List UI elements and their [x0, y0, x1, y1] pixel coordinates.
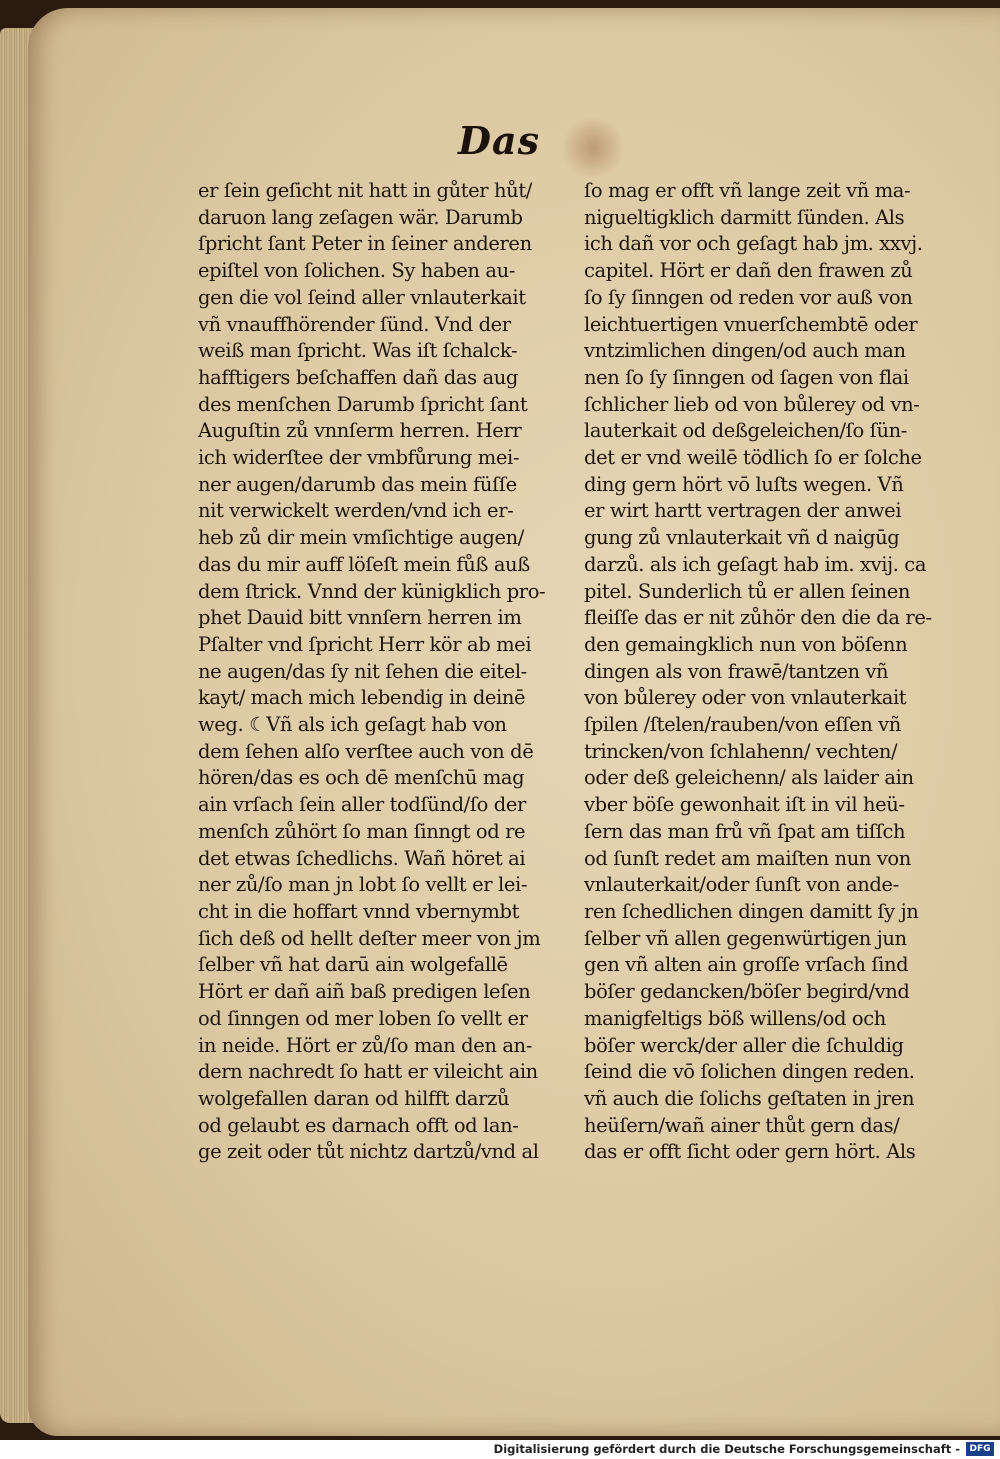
text-line: vñ auch die ſolichs geſtaten in jren — [584, 1086, 915, 1110]
text-line: epiſtel von ſolichen. Sy haben au- — [198, 259, 515, 283]
text-line: ſpilen /ſtelen/rauben/von eſſen vñ — [584, 713, 901, 737]
text-line: den gemaingklich nun von böſenn — [584, 632, 908, 656]
text-line: daruon lang zeſagen wär. Darumb — [198, 205, 523, 229]
text-line: das du mir auff löſeſt mein fůß auß — [198, 552, 530, 576]
text-line: ner zů/ſo man jn lobt ſo vellt er lei- — [198, 873, 528, 897]
text-line: dern nachredt ſo hatt er vileicht ain — [198, 1060, 538, 1084]
text-line: ſo ſy ſinngen od reden vor auß von — [584, 285, 913, 309]
funding-credit: Digitalisierung gefördert durch die Deutsche Forschungsgemeinschaft - — [493, 1442, 960, 1456]
text-line: kayt/ mach mich lebendig in deinē — [198, 686, 526, 710]
text-line: ne augen/das ſy nit ſehen die eitel- — [198, 659, 527, 683]
text-line: weiß man ſpricht. Was iſt ſchalck- — [198, 339, 518, 363]
text-line: ren ſchedlichen dingen damitt ſy jn — [584, 899, 919, 923]
text-line: gung zů vnlauterkait vñ d naigūg — [584, 526, 900, 550]
text-line: det etwas ſchedlichs. Wañ höret ai — [198, 846, 526, 870]
text-line: nen ſo ſy ſinngen od ſagen von flai — [584, 365, 909, 389]
running-headword: Das — [458, 118, 540, 163]
text-line: Auguſtin zů vnnſerm herren. Herr — [198, 419, 522, 443]
text-line: oder deß geleichenn/ als laider ain — [584, 766, 914, 790]
text-line: ich dañ vor och geſagt hab jm. xxvj. — [584, 232, 923, 256]
text-line: darzů. als ich geſagt hab im. xvij. ca — [584, 552, 927, 576]
text-line: nigueltigklich darmitt ſünden. Als — [584, 205, 905, 229]
right-text-column — [584, 178, 964, 1166]
text-line: leichtuertigen vnuerſchembtē oder — [584, 312, 918, 336]
text-line: er ſein geſicht nit hatt in gůter hůt/ — [198, 179, 532, 202]
text-line: trincken/von ſchlahenn/ vechten/ — [584, 739, 898, 763]
text-line: ain vrſach ſein aller todſünd/ſo der — [198, 793, 526, 817]
text-line: ſich deß od hellt deſter meer von jm — [198, 926, 541, 950]
text-line: das er offt ſicht oder gern hört. Als — [584, 1140, 916, 1164]
text-line: dingen als von frawē/tantzen vñ — [584, 659, 889, 683]
dfg-logo-icon: DFG — [966, 1442, 994, 1456]
text-line: ſelber vñ hat darū ain wolgefallē — [198, 953, 508, 977]
text-line: in neide. Hört er zů/ſo man den an- — [198, 1033, 532, 1057]
text-line: vntzimlichen dingen/od auch man — [584, 339, 906, 363]
text-line: nit verwickelt werden/vnd ich er- — [198, 499, 514, 523]
text-line: Hört er dañ aiñ baß predigen leſen — [198, 980, 531, 1004]
text-line: dem ſtrick. Vnnd der künigklich pro- — [198, 579, 546, 603]
page-stain — [558, 118, 628, 178]
footer-bar — [0, 1440, 1000, 1459]
text-line: det er vnd weilē tödlich ſo er ſolche — [584, 446, 922, 470]
left-text-column — [198, 178, 578, 1166]
text-line: od ſinngen od mer loben ſo vellt er — [198, 1006, 528, 1030]
text-line: gen die vol ſeind aller vnlauterkait — [198, 285, 526, 309]
text-line: menſch zůhört ſo man ſinngt od re — [198, 819, 526, 843]
text-line: er wirt hartt vertragen der anwei — [584, 499, 902, 523]
text-line: vñ vnauffhörender ſünd. Vnd der — [198, 312, 511, 336]
text-line: manigfeltigs böß willens/od och — [584, 1006, 886, 1030]
text-line: hafftigers beſchaffen dañ das aug — [198, 365, 518, 389]
text-line: cht in die hoffart vnnd vbernymbt — [198, 899, 520, 923]
text-line: phet Dauid bitt vnnſern herren im — [198, 606, 522, 630]
text-line: od gelaubt es darnach offt od lan- — [198, 1113, 519, 1137]
text-line: heüſern/wañ ainer thůt gern das/ — [584, 1113, 900, 1137]
text-line: von bůlerey oder von vnlauterkait — [584, 686, 907, 710]
text-line: gen vñ alten ain groſſe vrſach ſind — [584, 953, 909, 977]
text-line: ſelber vñ allen gegenwürtigen jun — [584, 926, 907, 950]
text-line: ge zeit oder tůt nichtz dartzů/vnd al — [198, 1140, 539, 1164]
text-line: ſern das man frů vñ ſpat am tiſſch — [584, 819, 906, 843]
text-line: weg. ☾Vñ als ich geſagt hab von — [198, 713, 507, 737]
text-line: ner augen/darumb das mein füſſe — [198, 472, 517, 496]
text-line: lauterkait od deßgeleichen/ſo ſün- — [584, 419, 907, 443]
text-line: ich widerſtee der vmbfůrung mei- — [198, 446, 520, 470]
text-line: vber böſe gewonhait iſt in vil heü- — [584, 793, 905, 817]
text-line: vnlauterkait/oder ſunſt von ande- — [584, 873, 899, 897]
text-line: heb zů dir mein vmſichtige augen/ — [198, 526, 524, 550]
text-line: hören/das es och dē menſchū mag — [198, 766, 525, 790]
text-line: pitel. Sunderlich tů er allen ſeinen — [584, 579, 911, 603]
text-line: ſpricht ſant Peter in ſeiner anderen — [198, 232, 532, 256]
text-line: od ſunſt redet am maiſten nun von — [584, 846, 911, 870]
text-line: ſchlicher lieb od von bůlerey od vn- — [584, 392, 920, 416]
text-line: capitel. Hört er dañ den frawen zů — [584, 259, 913, 283]
text-line: böſer werck/der aller die ſchuldig — [584, 1033, 904, 1057]
text-line: ding gern hört vō luſts wegen. Vñ — [584, 472, 904, 496]
text-line: wolgefallen daran od hilfft darzů — [198, 1086, 510, 1110]
text-line: ſeind die vō ſolichen dingen reden. — [584, 1060, 915, 1084]
text-line: des menſchen Darumb ſpricht ſant — [198, 392, 528, 416]
text-line: Pſalter vnd ſpricht Herr kör ab mei — [198, 632, 532, 656]
text-line: böſer gedancken/böſer begird/vnd — [584, 980, 910, 1004]
text-line: ſo mag er offt vñ lange zeit vñ ma- — [584, 179, 911, 202]
text-line: dem ſehen alſo verſtee auch von dē — [198, 739, 534, 763]
text-line: fleiſſe das er nit zůhör den die da re- — [584, 606, 932, 630]
